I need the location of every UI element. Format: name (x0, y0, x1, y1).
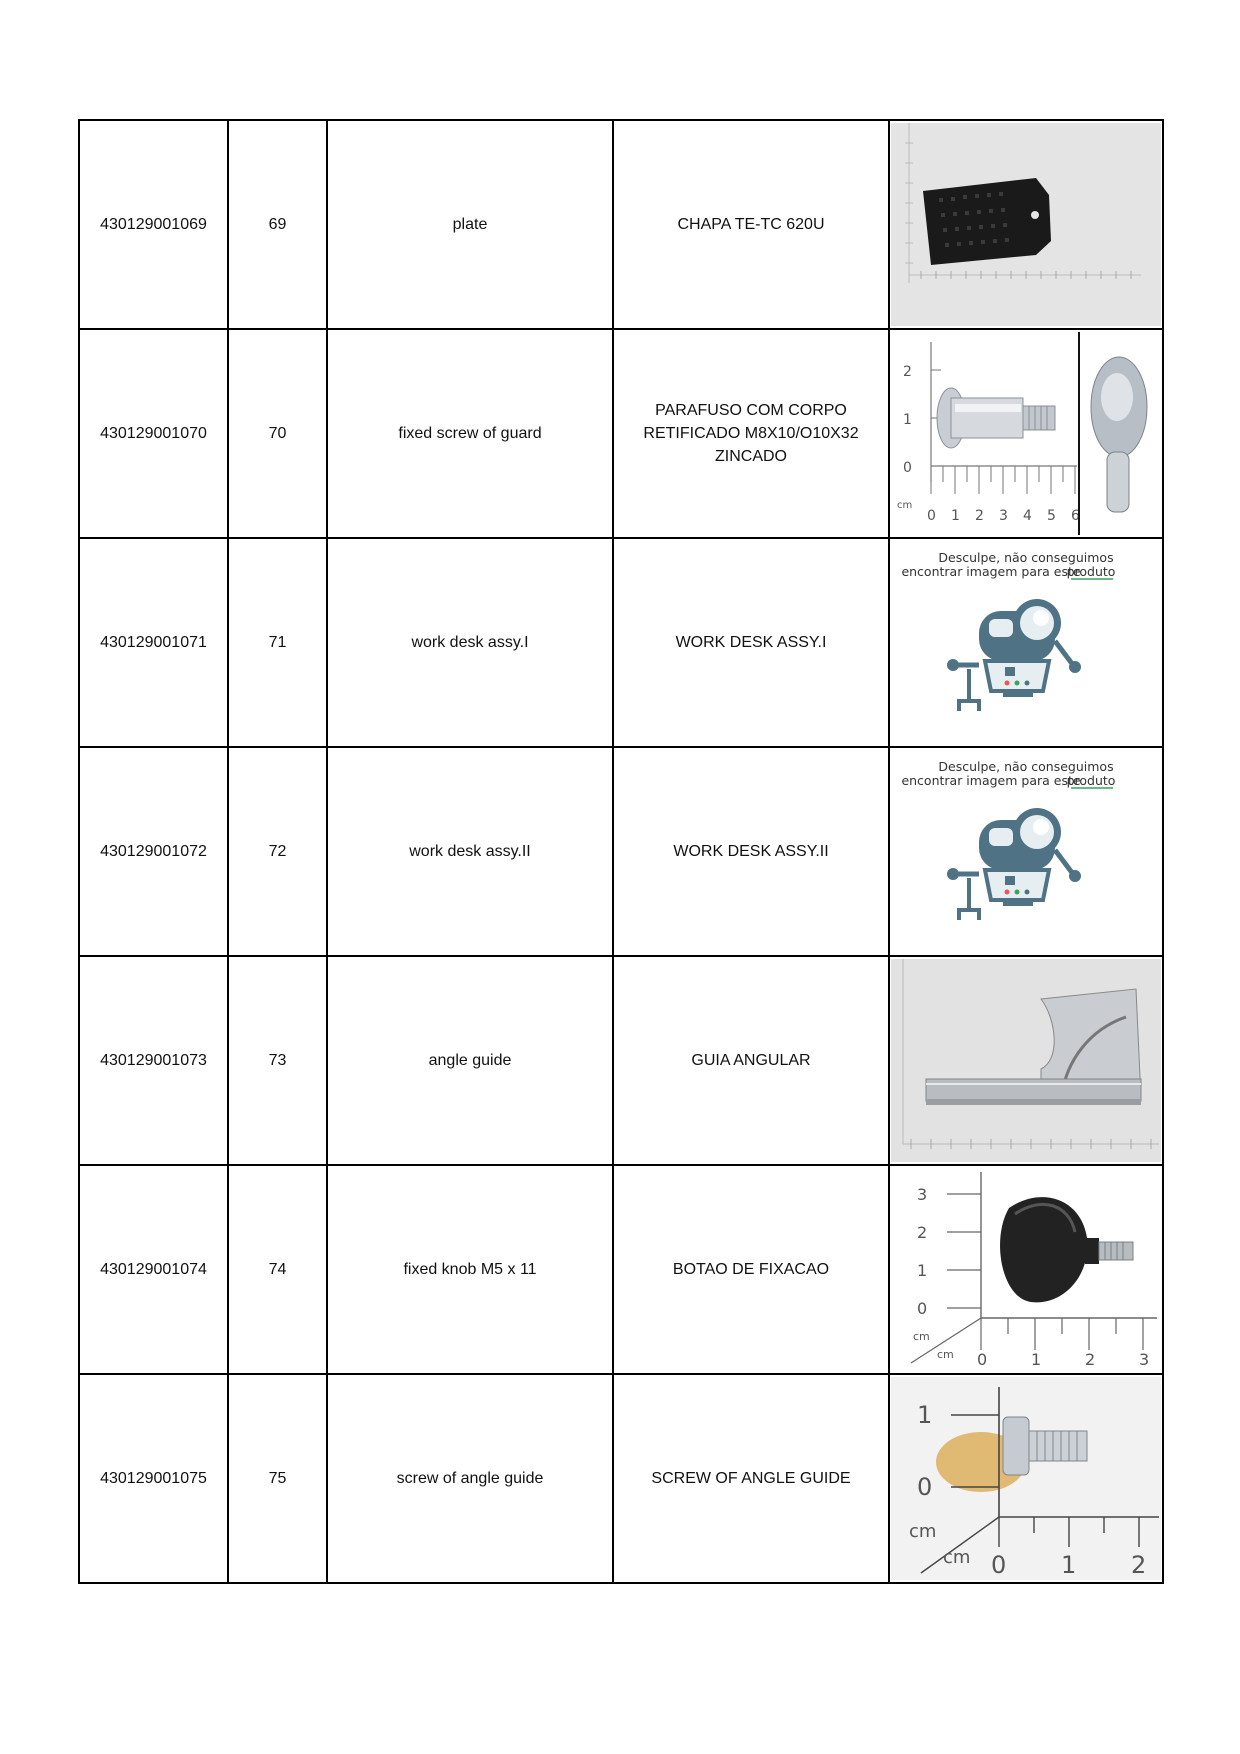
table-row (79, 120, 1163, 329)
description-en: work desk assy.I (327, 538, 613, 747)
table-row (79, 1374, 1163, 1583)
not-found-line1: Desculpe, não conseguimos (938, 550, 1114, 565)
description-pt: WORK DESK ASSY.I (613, 538, 889, 747)
ruler-label: 5 (1047, 508, 1056, 524)
table-row (79, 747, 1163, 956)
ruler-label: 0 (977, 1350, 988, 1369)
not-found-line1: Desculpe, não conseguimos (938, 759, 1114, 774)
not-found-link[interactable]: produto (1066, 773, 1116, 788)
not-found-line2: encontrar imagem para este (901, 773, 1081, 788)
ruler-label: 1 (1061, 1551, 1077, 1579)
ruler-unit: cm (909, 1521, 937, 1542)
description-en: screw of angle guide (327, 1374, 613, 1583)
description-pt: GUIA ANGULAR (613, 956, 889, 1165)
part-code: 430129001075 (79, 1374, 228, 1583)
screw-photo (891, 332, 1161, 535)
ruler-label: 1 (951, 508, 960, 524)
description-en: fixed screw of guard (327, 329, 613, 538)
product-image-cell (889, 747, 1163, 956)
angle-guide-photo (891, 959, 1161, 1162)
table-row (79, 538, 1163, 747)
product-image-cell (889, 956, 1163, 1165)
table-row (79, 956, 1163, 1165)
rubber-plate-photo (891, 123, 1161, 326)
ruler-label: 3 (917, 1185, 928, 1204)
item-number: 75 (228, 1374, 327, 1583)
ruler-label: 0 (991, 1551, 1007, 1579)
part-code: 430129001069 (79, 120, 228, 329)
product-image-cell (889, 1374, 1163, 1583)
item-number: 74 (228, 1165, 327, 1374)
ruler-unit: cm (897, 500, 913, 511)
small-screw-photo (891, 1377, 1161, 1580)
part-code: 430129001073 (79, 956, 228, 1165)
ruler-label: 2 (1131, 1551, 1147, 1579)
item-number: 73 (228, 956, 327, 1165)
table-row (79, 1165, 1163, 1374)
ruler-label: 0 (917, 1299, 928, 1318)
ruler-unit: cm (943, 1547, 971, 1568)
description-pt: WORK DESK ASSY.II (613, 747, 889, 956)
description-pt: BOTAO DE FIXACAO (613, 1165, 889, 1374)
ruler-label: 1 (917, 1261, 928, 1280)
ruler-label: 0 (917, 1473, 933, 1501)
part-code: 430129001071 (79, 538, 228, 747)
item-number: 70 (228, 329, 327, 538)
ruler-label: 3 (999, 508, 1008, 524)
ruler-label: 1 (917, 1401, 933, 1429)
image-not-found-placeholder (891, 541, 1161, 744)
ruler-label: 0 (927, 508, 936, 524)
product-image-cell (889, 329, 1163, 538)
ruler-label: 2 (917, 1223, 928, 1242)
description-en: fixed knob M5 x 11 (327, 1165, 613, 1374)
part-code: 430129001074 (79, 1165, 228, 1374)
description-pt: CHAPA TE-TC 620U (613, 120, 889, 329)
image-not-found-placeholder (891, 750, 1161, 953)
not-found-line2: encontrar imagem para este (901, 564, 1081, 579)
ruler-label: 4 (1023, 508, 1032, 524)
ruler-label: 3 (1139, 1350, 1150, 1369)
description-pt: SCREW OF ANGLE GUIDE (613, 1374, 889, 1583)
parts-table (78, 119, 1164, 1584)
part-code: 430129001070 (79, 329, 228, 538)
ruler-label: 6 (1071, 508, 1080, 524)
not-found-link[interactable]: produto (1066, 564, 1116, 579)
description-pt: PARAFUSO COM CORPO RETIFICADO M8X10/O10X32 ZINCADO (613, 329, 889, 538)
product-image-cell (889, 538, 1163, 747)
ruler-label: 1 (1031, 1350, 1042, 1369)
part-code: 430129001072 (79, 747, 228, 956)
description-en: plate (327, 120, 613, 329)
description-en: angle guide (327, 956, 613, 1165)
description-en: work desk assy.II (327, 747, 613, 956)
ruler-label: 2 (903, 364, 912, 380)
item-number: 69 (228, 120, 327, 329)
ruler-label: 1 (903, 412, 912, 428)
table-row (79, 329, 1163, 538)
product-image-cell (889, 1165, 1163, 1374)
item-number: 72 (228, 747, 327, 956)
ruler-label: 2 (975, 508, 984, 524)
item-number: 71 (228, 538, 327, 747)
product-image-cell (889, 120, 1163, 329)
ruler-label: 2 (1085, 1350, 1096, 1369)
ruler-label: 0 (903, 460, 912, 476)
ruler-unit: cm (937, 1348, 954, 1361)
ruler-unit: cm (913, 1330, 930, 1343)
knob-photo (891, 1168, 1161, 1371)
